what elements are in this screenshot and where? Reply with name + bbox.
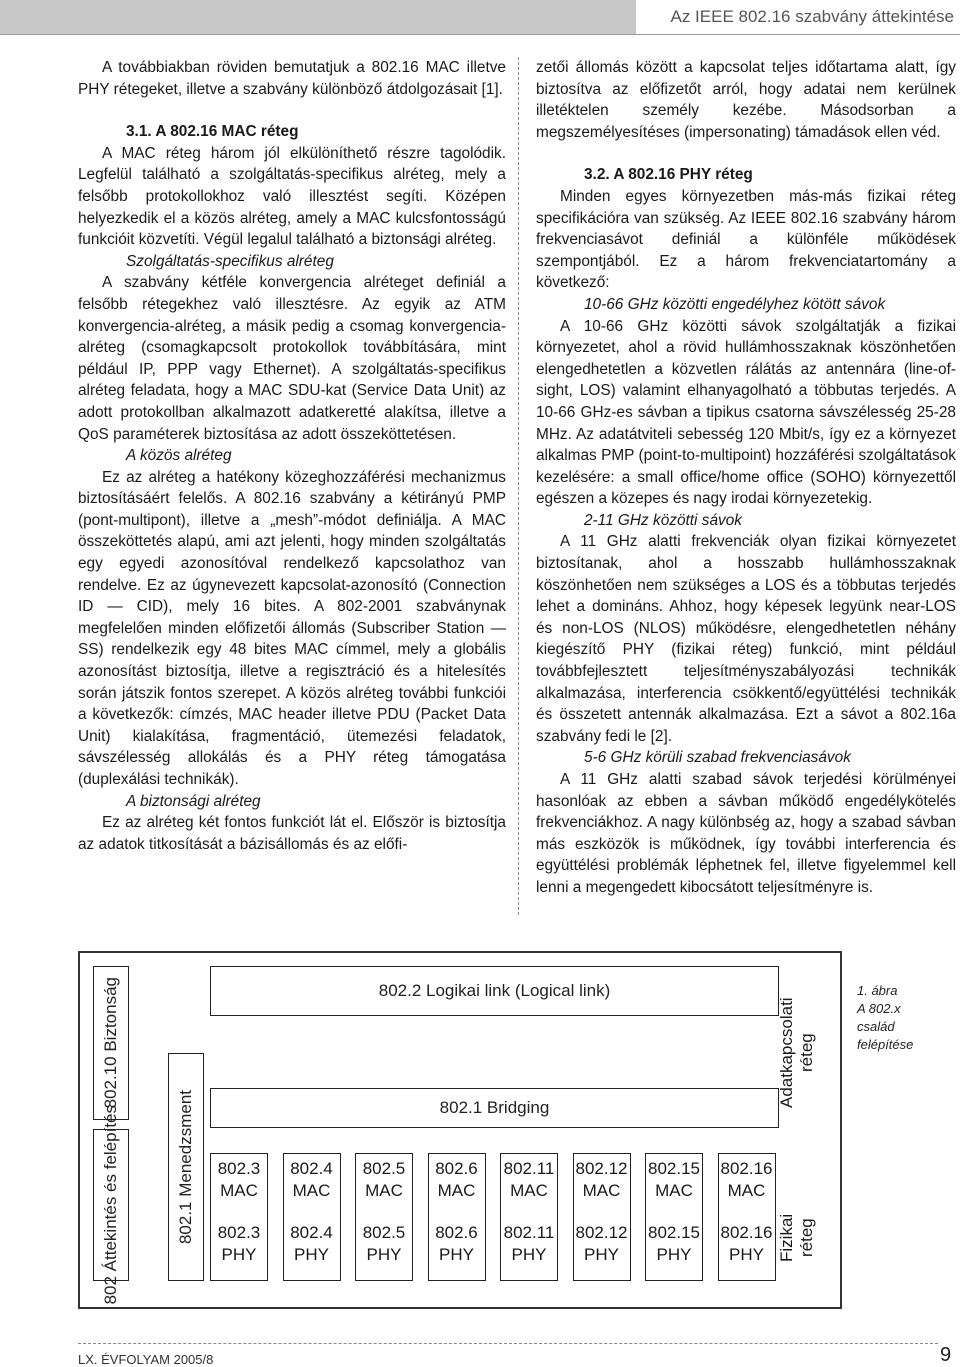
phy-paragraph-3: A 11 GHz alatti frekvenciák olyan fizikai környezetet biztosítanak, ahol a hosszabb hullámhosszaknak köszönhetően nem szükséges a LOS és a többutas terjedés lehet a domináns. Ahhoz, hogy képesek legyünk near-LOS és non-LOS (NLOS) működésre, elengedhetetlen néhány kiegészítő PHY (fizikai réteg) funkció, mint például továbbfejlesztett teljesítményszabályozási technikák alkalmazása, interferencia csökkentő/együttélési technikák és összetett antennák alkalmazása. Ezt a sávot a 802.16a szabvány fedi le [2]. [536, 533, 956, 745]
footer-divider [78, 1343, 938, 1344]
standard-phy-label: 802.3 PHY [217, 1223, 261, 1264]
section-heading-phy: 3.2. A 802.16 PHY réteg [584, 166, 753, 184]
box-802-overview [93, 1105, 129, 1305]
left-column [78, 57, 506, 855]
intro-paragraph: A továbbiakban röviden bemutatjuk a 802.16 MAC illetve PHY rétegeket, illetve a szabvány különböző átdolgozásait [1]. [78, 59, 506, 98]
label-802-1-bridging: 802.1 Bridging [439, 1098, 550, 1117]
page-number: 9 [940, 1344, 952, 1366]
subheading-10-66ghz: 10-66 GHz közötti engedélyhez kötött sávok [584, 295, 886, 313]
mac-paragraph-3: Ez az alréteg a hatékony közeghozzáférési mechanizmus biztosításáért felelős. A 802.16 szabvány a kétirányú PMP (pont-multipont), illetve a „mesh”-módot definiálja. A MAC összeköttetés alapú, ami azt jelenti, hogy minden szolgáltatás egy egyedi azonosítóval rendelkező kapcsolathoz van rendelve. Ez az úgynevezett kapcsolat-azonosító (Connection ID — CID), mely 16 bites. A 802-2001 szabványnak megfelelően minden előfizetői állomás (Subscriber Station — SS) rendelkezik egy 48 bites MAC címmel, mely a globális azonosítást biztosítja, illetve a regisztráció és a hitelesítés során játszik fontos szerepet. A közös alréteg további funkciói a következők: címzés, MAC header illetve PDU (Packet Data Unit) kialakítása, fragmentáció, ütemezési feladatok, sávszélesség allokálás és a PHY réteg támogatása (duplexálási technikák). [78, 468, 506, 788]
phy-paragraph-2: A 10-66 GHz közötti sávok szolgáltatják a fizikai környezetet, ahol a rövid hullámhosszaknak köszönhetően elengedhetetlen a közvetlen rálátás az antennára (line-of-sight, LOS) valamint elhanyagolható a többutas terjedés. A 10-66 GHz-es sávban a tipikus csatorna sávszélesség 25-28 MHz. Az adatátviteli sebesség 120 Mbit/s, így ez a környezet alkalmas PMP (point-to-multipoint) hozzáférési szolgáltatások kezelésére: a small office/home office (SOHO) környezettől egészen a közepes és nagy irodai környezetekig. [536, 317, 956, 508]
subheading-5-6ghz: 5-6 GHz körüli szabad frekvenciasávok [584, 749, 851, 767]
standard-box [428, 1153, 486, 1281]
standard-phy-label: 802.11 PHY [503, 1223, 555, 1264]
continued-paragraph: zetői állomás között a kapcsolat teljes időtartama alatt, így biztosítva az előfizetőt arról, hogy adatai nem kerülnek illetéktelen személy kezébe. Másodsorban a megszemélyesítéses (impersonating) támadások ellen véd. [536, 59, 956, 141]
standard-box [500, 1153, 558, 1281]
figure-caption [857, 982, 913, 1054]
phy-paragraph-1: Minden egyes környezetben más-más fizikai réteg specifikációra van szükség. Az IEEE 802.16 szabvány három frekvenciasávot definiál a különféle működések szempontjából. Ez a három frekvenciatartomány a következő: [536, 187, 956, 292]
label-physical-layer: Fizikai réteg [777, 1213, 816, 1263]
label-802-1-management: 802.1 Menedzsment [176, 1089, 195, 1245]
box-802-2-llc [210, 966, 779, 1016]
standard-box [645, 1153, 703, 1281]
subheading-2-11ghz: 2-11 GHz közötti sávok [584, 511, 742, 529]
standard-mac-label: 802.4 MAC [290, 1159, 333, 1200]
caption-line-2: A 802.x [857, 1001, 901, 1016]
standard-phy-label: 802.16 PHY [720, 1223, 773, 1264]
standard-mac-label: 802.12 MAC [575, 1159, 628, 1200]
standard-mac-label: 802.6 MAC [435, 1159, 478, 1200]
standard-phy-label: 802.12 PHY [575, 1223, 628, 1264]
header-band [0, 0, 960, 35]
standard-mac-label: 802.11 MAC [503, 1159, 555, 1200]
standard-phy-label: 802.15 PHY [648, 1223, 700, 1264]
standard-phy-label: 802.4 PHY [290, 1223, 333, 1264]
standard-box [573, 1153, 631, 1281]
label-802-2-llc: 802.2 Logikai link (Logical link) [378, 981, 611, 1000]
standard-mac-label: 802.16 MAC [720, 1159, 773, 1200]
standard-mac-label: 802.3 MAC [217, 1159, 261, 1200]
standard-box [283, 1153, 341, 1281]
box-802-1-bridging [210, 1088, 779, 1128]
header-bar [0, 0, 636, 34]
standard-box [210, 1153, 268, 1281]
label-802-overview: 802 Áttekintés és felépítés [101, 1105, 120, 1305]
mac-paragraph-4: Ez az alréteg két fontos funkciót lát el. Először is biztosítja az adatok titkosítását a bázisállomás és az előfi- [78, 814, 506, 853]
standard-mac-label: 802.15 MAC [648, 1159, 700, 1200]
caption-line-4: felépítése [857, 1037, 914, 1052]
subheading-security: A biztonsági alréteg [126, 792, 261, 810]
right-column [536, 57, 956, 899]
standard-box [718, 1153, 776, 1281]
caption-line-1: 1. ábra [857, 983, 898, 998]
footer-volume: LX. ÉVFOLYAM 2005/8 [78, 1352, 214, 1367]
standard-phy-label: 802.6 PHY [435, 1223, 478, 1264]
standard-phy-label: 802.5 PHY [362, 1223, 406, 1264]
caption-line-3: család [857, 1019, 895, 1034]
mac-paragraph-1: A MAC réteg három jól elkülöníthető részre tagolódik. Legfelül található a szolgáltatás-specifikus alréteg, mely a felsőbb protokollokhoz való illesztést segíti. Középen helyezkedik el a közös alréteg, amely a MAC kulcsfontosságú funkcióit közvetíti. Végül legalul található a biztonsági alréteg. [78, 144, 506, 249]
subheading-common-part: A közös alréteg [126, 447, 232, 465]
column-divider [518, 57, 519, 915]
box-802-1-management [168, 1053, 204, 1281]
phy-paragraph-4: A 11 GHz alatti szabad sávok terjedési körülményei hasonlóak az ebben a sávban működő engedélykötelés frekvenciákhoz. A nagy különbség az, hogy a szabad sávban más eszközök is működnek, így további interferencia és együttélési problémák léphetnek fel, illetve figyelemmel kell lenni a megengedett kibocsátott teljesítményre is. [536, 771, 956, 896]
standard-mac-label: 802.5 MAC [362, 1159, 406, 1200]
subheading-service-specific: Szolgáltatás-specifikus alréteg [126, 252, 334, 270]
figure-802-family [78, 951, 842, 1309]
section-heading-mac: 3.1. A 802.16 MAC réteg [126, 123, 299, 141]
box-802-10-security [93, 966, 129, 1120]
standard-box [355, 1153, 413, 1281]
label-802-10-security: 802.10 Biztonság [101, 977, 120, 1109]
mac-paragraph-2: A szabvány kétféle konvergencia alréteget definiál a felsőbb rétegekhez való illesztésre. Az egyik az ATM konvergencia-alréteg, a másik pedig a csomag konvergencia-alréteg (csomagkapcsolt protokollok továbbítására, mint például IP, PPP vagy Ethernet). A szolgáltatás-specifikus alréteg feladata, hogy a MAC SDU-kat (Service Data Unit) az adott protokollban alkalmazott adatkeretté alakítsa, illetve a QoS paraméterek biztosítása az adott összeköttetésen. [78, 274, 506, 443]
label-datalink-layer: Adatkapcsolati réteg [777, 997, 816, 1109]
running-header-title: Az IEEE 802.16 szabvány áttekintése [670, 7, 954, 26]
